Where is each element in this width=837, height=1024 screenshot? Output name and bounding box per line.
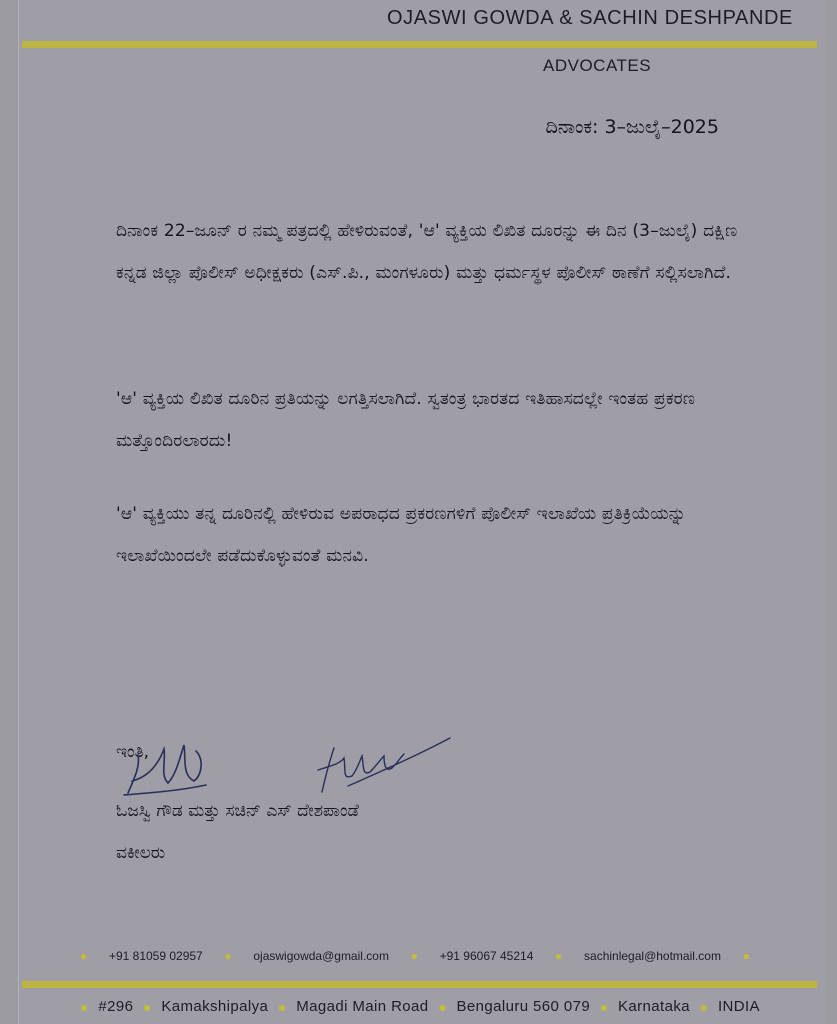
bullet-dot-icon: ● [410,949,418,963]
signature-sachin [300,730,460,810]
signature-ojaswi [118,735,213,805]
bullet-dot-icon: ● [742,949,750,963]
firm-designation: ADVOCATES [543,56,652,75]
closing-salutation: ಇಂತಿ, [116,742,149,762]
footer-contacts [80,949,750,963]
address-road: Magadi Main Road [296,998,429,1015]
bullet-dot-icon: ● [555,949,563,963]
phone-sachin: +91 96067 45214 [439,949,534,963]
bullet-dot-icon: ● [224,949,232,963]
header-rule [22,41,817,48]
bullet-dot-icon: ● [80,998,89,1015]
email-ojaswi: ojaswigowda@gmail.com [253,949,389,963]
signatory-names: ಓಜಸ್ವಿ ಗೌಡ ಮತ್ತು ಸಚಿನ್ ಎಸ್ ದೇಶಪಾಂಡೆ [116,801,359,821]
bullet-dot-icon: ● [699,998,709,1015]
bullet-dot-icon: ● [80,949,88,963]
address-state: Karnataka [618,998,690,1015]
address-locality: Kamakshipalya [161,998,269,1015]
signatory-title: ವಕೀಲರು [116,843,166,863]
letter-date: ದಿನಾಂಕ: 3–ಜುಲೈ–2025 [545,116,719,138]
address-city: Bengaluru 560 079 [456,998,591,1015]
bullet-dot-icon: ● [142,998,152,1015]
phone-ojaswi: +91 81059 02957 [108,949,203,963]
bullet-dot-icon: ● [277,998,287,1015]
email-sachin: sachinlegal@hotmail.com [584,949,721,963]
bullet-dot-icon: ● [599,998,609,1015]
footer-rule [22,981,817,988]
body-paragraph-2: 'ಆ' ವ್ಯಕ್ತಿಯ ಲಿಖಿತ ದೂರಿನ ಪ್ರತಿಯನ್ನು ಲಗತ್ತಿಸಲಾಗಿದೆ. ಸ್ವತಂತ್ರ ಭಾರತದ ಇತಿಹಾಸದಲ್ಲೇ ಇಂತಹ ಪ್ರಕರಣ ಮತ್ತೊಂದಿರಲಾರದು! [116,389,696,451]
address-country: INDIA [717,998,760,1015]
firm-name: OJASWI GOWDA & SACHIN DESHPANDE [386,7,793,29]
body-paragraph-3: 'ಆ' ವ್ಯಕ್ತಿಯು ತನ್ನ ದೂರಿನಲ್ಲಿ ಹೇಳಿರುವ ಅಪರಾಧದ ಪ್ರಕರಣಗಳಿಗೆ ಪೊಲೀಸ್ ಇಲಾಖೆಯ ಪ್ರತಿಕ್ರಿಯೆಯನ್ನು ಇಲಾಖೆಯಿಂದಲೇ ಪಡೆದುಕೊಳ್ಳುವಂತೆ ಮನವಿ. [116,504,687,566]
bullet-dot-icon: ● [438,998,447,1015]
body-paragraph-1: ದಿನಾಂಕ 22–ಜೂನ್ ರ ನಮ್ಮ ಪತ್ರದಲ್ಲಿ ಹೇಳಿರುವಂತೆ, 'ಆ' ವ್ಯಕ್ತಿಯ ಲಿಖಿತ ದೂರನ್ನು ಈ ದಿನ (3–ಜುಲೈ) ದಕ್ಷಿಣ ಕನ್ನಡ ಜಿಲ್ಲಾ ಪೊಲೀಸ್ ಅಧೀಕ್ಷಕರು (ಎಸ್.ಪಿ., ಮಂಗಳೂರು) ಮತ್ತು ಧರ್ಮಸ್ಥಳ ಪೊಲೀಸ್ ಠಾಣೆಗೆ ಸಲ್ಲಿಸಲಾಗಿದೆ. [116,221,738,283]
footer-address [80,998,760,1015]
address-number: #296 [98,998,134,1015]
